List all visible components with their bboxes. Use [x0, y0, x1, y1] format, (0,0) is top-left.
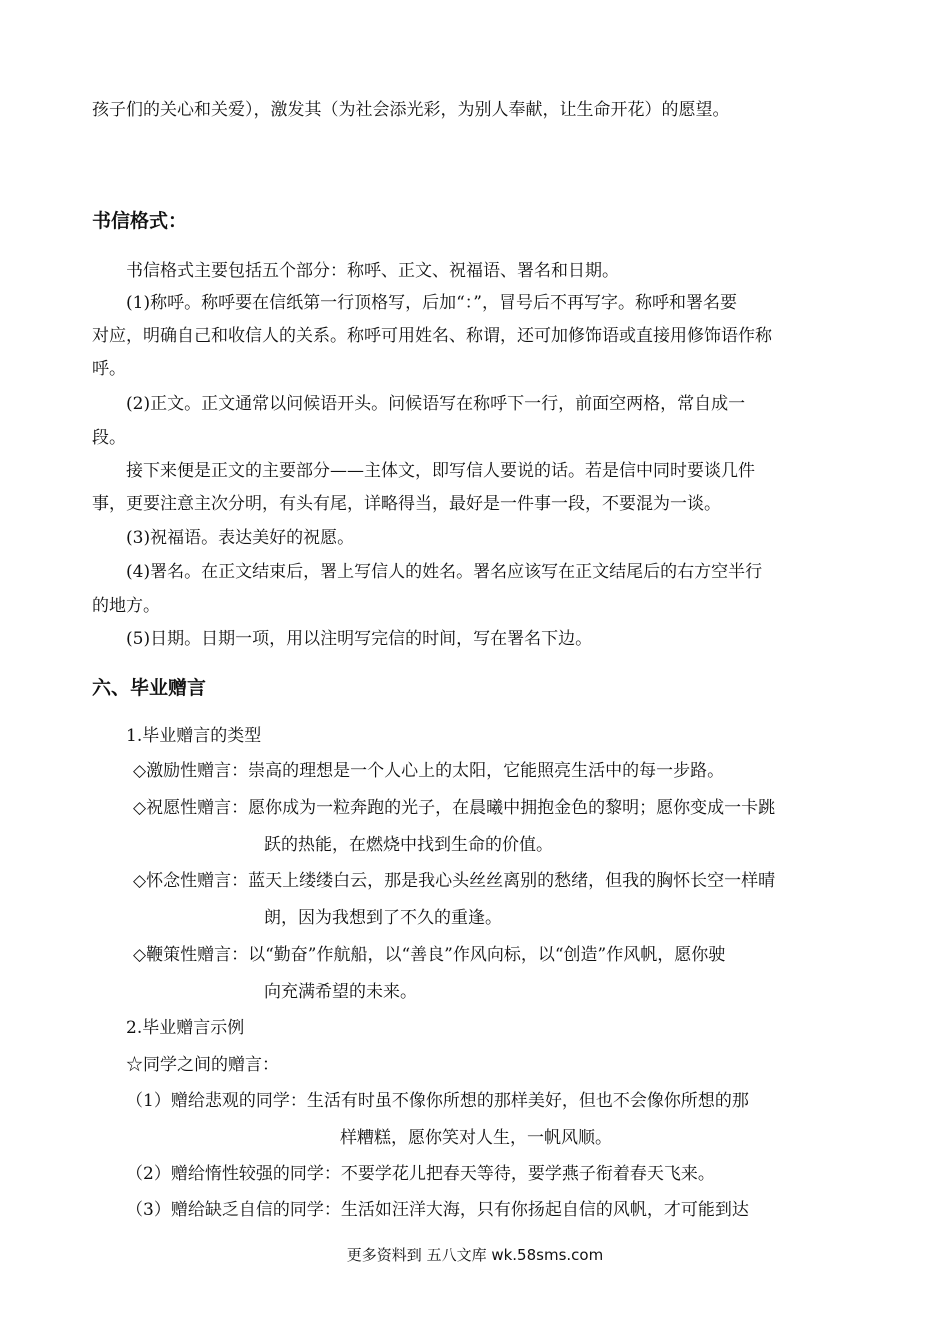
type-nostalgic-text-1: 蓝天上缕缕白云，那是我心头丝丝离别的愁绪，但我的胸怀长空一样晴: [248, 871, 776, 891]
example-2: （2）赠给惰性较强的同学：不要学花儿把春天等待，要学燕子衔着春天飞来。: [126, 1164, 715, 1184]
types-title: 1.毕业赠言的类型: [126, 726, 262, 746]
example-1-line-2: 样糟糕，愿你笑对人生，一帆风顺。: [340, 1128, 612, 1148]
type-nostalgic: [133, 869, 775, 893]
body-paragraph-line-1: (2)正文。正文通常以问候语开头。问候语写在称呼下一行，前面空两格，常自成一: [126, 394, 746, 414]
body-paragraph-line-2: 段。: [92, 428, 126, 448]
type-wishing-text-1: 愿你成为一粒奔跑的光子，在晨曦中拥抱金色的黎明；愿你变成一卡跳: [248, 798, 776, 818]
main-body-paragraph-line-1: 接下来便是正文的主要部分——主体文，即写信人要说的话。若是信中同时要谈几件: [126, 461, 755, 481]
date-paragraph: (5)日期。日期一项，用以注明写完信的时间，写在署名下边。: [126, 629, 593, 649]
signature-paragraph-line-1: (4)署名。在正文结束后，署上写信人的姓名。署名应该写在正文结尾后的右方空半行: [126, 562, 763, 582]
type-inspiring-label: ◇激励性赠言：: [133, 761, 249, 781]
footer-link[interactable]: 更多资料到 五八文库 wk.58sms.com: [346, 1246, 604, 1264]
classmates-title: ☆同学之间的赠言：: [126, 1055, 279, 1075]
type-nostalgic-text-2: 朗，因为我想到了不久的重逢。: [264, 908, 502, 928]
type-encouraging-label: ◇鞭策性赠言：: [133, 945, 249, 965]
salutation-paragraph-line-1: (1)称呼。称呼要在信纸第一行顶格写，后加“：”，冒号后不再写字。称呼和署名要: [126, 293, 737, 313]
letter-format-summary: 书信格式主要包括五个部分：称呼、正文、祝福语、署名和日期。: [126, 261, 619, 281]
letter-format-heading: 书信格式：: [92, 210, 188, 232]
type-nostalgic-label: ◇怀念性赠言：: [133, 871, 249, 891]
type-encouraging: [133, 943, 725, 967]
type-inspiring: [133, 759, 724, 783]
examples-title: 2.毕业赠言示例: [126, 1018, 245, 1038]
example-3-line-1: （3）赠给缺乏自信的同学：生活如汪洋大海，只有你扬起自信的风帆，才可能到达: [126, 1200, 749, 1220]
type-wishing: [133, 796, 775, 820]
type-wishing-text-2: 跃的热能，在燃烧中找到生命的价值。: [264, 835, 553, 855]
type-inspiring-text: 崇高的理想是一个人心上的太阳，它能照亮生活中的每一步路。: [248, 761, 725, 781]
type-encouraging-text-1: 以“勤奋”作航船，以“善良”作风向标，以“创造”作风帆，愿你驶: [248, 945, 726, 965]
type-wishing-label: ◇祝愿性赠言：: [133, 798, 249, 818]
closing-paragraph: (3)祝福语。表达美好的祝愿。: [126, 528, 355, 548]
salutation-paragraph-line-2: 对应，明确自己和收信人的关系。称呼可用姓名、称谓，还可加修饰语或直接用修饰语作称: [92, 326, 772, 346]
intro-line: 孩子们的关心和关爱），激发其（为社会添光彩，为别人奉献，让生命开花）的愿望。: [92, 100, 730, 120]
example-1-line-1: （1）赠给悲观的同学：生活有时虽不像你所想的那样美好，但也不会像你所想的那: [126, 1091, 749, 1111]
section-six-heading: 六、毕业赠言: [92, 677, 207, 699]
salutation-paragraph-line-3: 呼。: [92, 359, 126, 379]
signature-paragraph-line-2: 的地方。: [92, 596, 160, 616]
main-body-paragraph-line-2: 事，更要注意主次分明，有头有尾，详略得当，最好是一件事一段，不要混为一谈。: [92, 494, 721, 514]
type-encouraging-text-2: 向充满希望的未来。: [264, 982, 417, 1002]
